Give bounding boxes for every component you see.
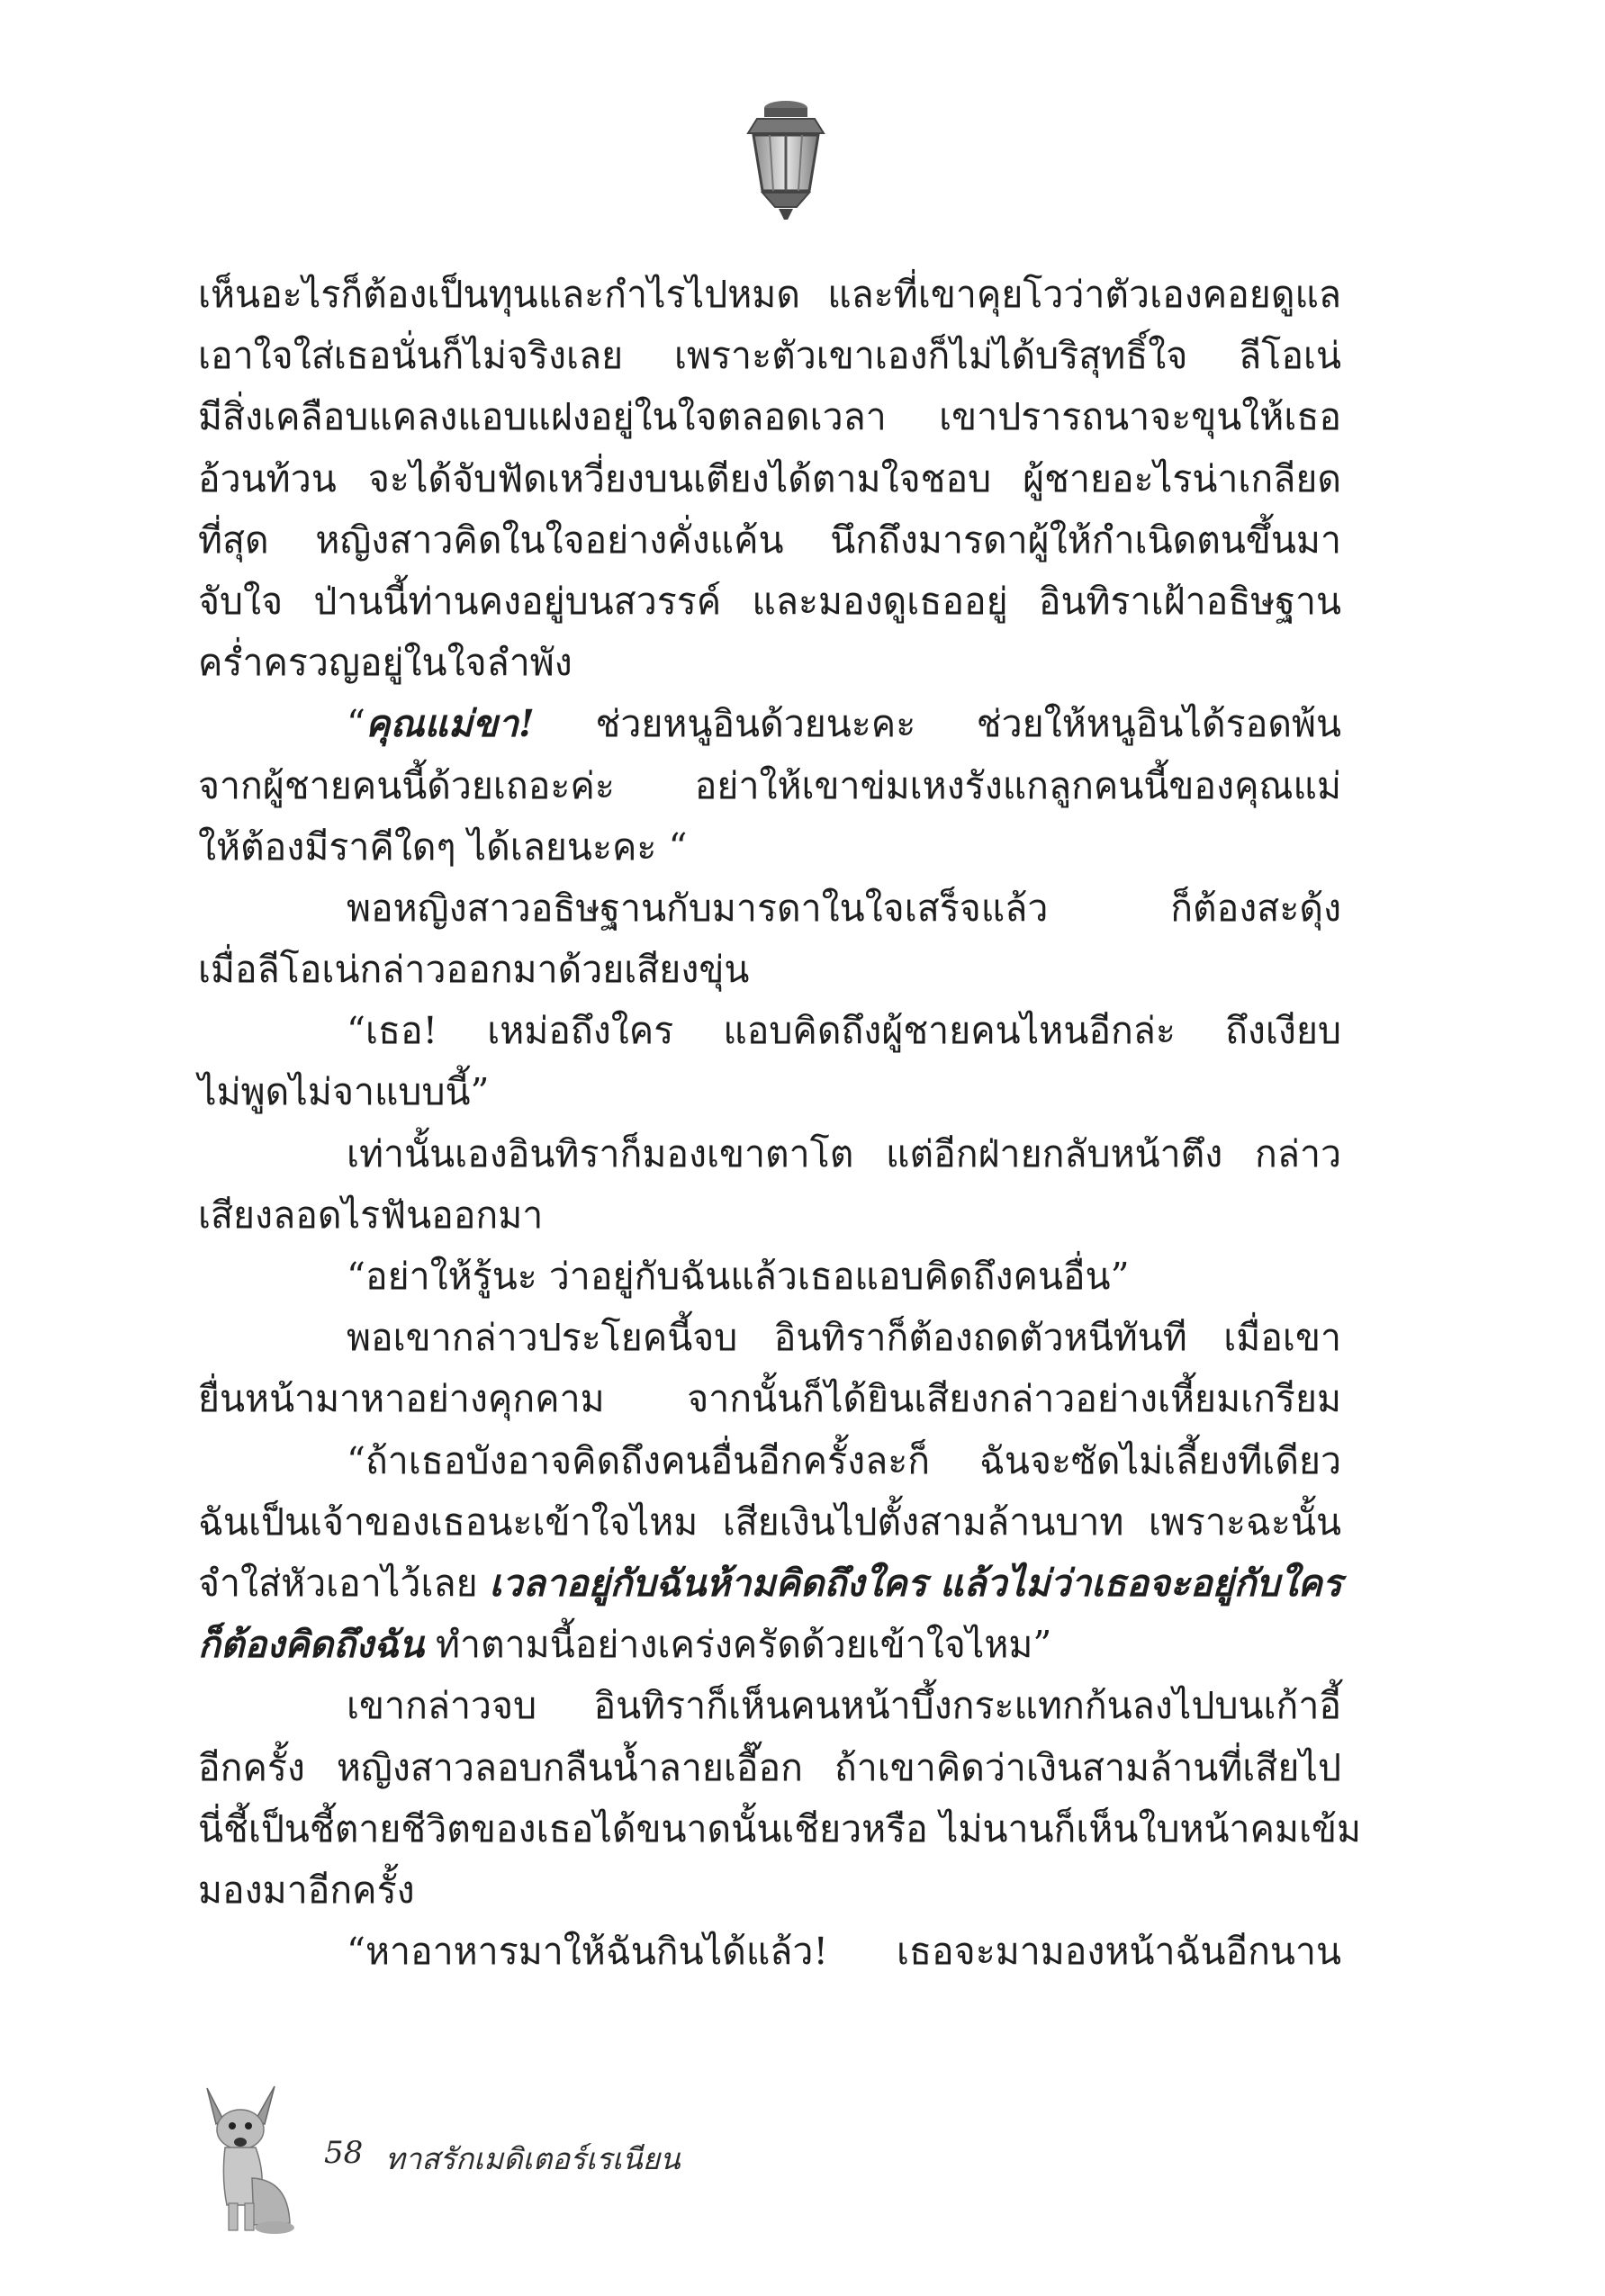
text-line: ไม่พูดไม่จาแบบนี้” [198,1070,490,1114]
chihuahua-icon [189,2070,315,2241]
text-line [198,1553,1341,1614]
page-footer [189,2070,729,2250]
text-line: คร่ำครวญอยู่ในใจลำพัง [198,641,573,685]
text-line: ให้ต้องมีราคีใดๆ ได้เลยนะคะ “ [198,824,688,869]
text-line: พอหญิงสาวอธิษฐานกับมารดาในใจเสร็จแล้ว ก็ต้องสะดุ้ง [347,886,1341,930]
text-line: จากผู้ชายคนนี้ด้วยเถอะค่ะ อย่าให้เขาข่มเหงรังแกลูกคนนี้ของคุณแม่ [198,763,1341,807]
text-run: จำใส่หัวเอาไว้เลย [198,1561,490,1605]
text-line: “อย่าให้รู้นะ ว่าอยู่กับฉันแล้วเธอแอบคิดถึงคนอื่น” [347,1255,1130,1298]
text-run: ทำตามนี้อย่างเคร่งครัดด้วยเข้าใจไหม” [423,1623,1052,1667]
text-line: เห็นอะไรก็ต้องเป็นทุนและกำไรไปหมด และที่เขาคุยโวว่าตัวเองคอยดูแล [198,273,1341,316]
text-line: เสียงลอดไรฟันออกมา [198,1193,544,1237]
text-line: ยื่นหน้ามาหาอย่างคุกคาม จากนั้นก็ได้ยินเสียงกล่าวอย่างเหี้ยมเกรียม [198,1377,1341,1421]
text-line: จับใจ ป่านนี้ท่านคงอยู่บนสวรรค์ และมองดูเธออยู่ อินทิราเฝ้าอธิษฐาน [198,579,1341,623]
text-line: อ้วนท้วน จะได้จับฟัดเหวี่ยงบนเตียงได้ตามใจชอบ ผู้ชายอะไรน่าเกลียด [198,456,1341,500]
text-line: มองมาอีกครั้ง [198,1868,415,1912]
text-line: “ถ้าเธอบังอาจคิดถึงคนอื่นอีกครั้งละก็ ฉันจะซัดไม่เลี้ยงทีเดียว [347,1438,1341,1482]
text-line: เอาใจใส่เธอนั่นก็ไม่จริงเลย เพราะตัวเขาเองก็ไม่ได้บริสุทธิ์ใจ ลีโอเน่ [198,334,1341,378]
text-line: “หาอาหารมาให้ฉันกินได้แล้ว! เธอจะมามองหน้าฉันอีกนาน [347,1930,1341,1974]
text-line: เท่านั้นเองอินทิราก็มองเขาตาโต แต่อีกฝ่ายกลับหน้าตึง กล่าว [347,1131,1341,1175]
text-line: พอเขากล่าวประโยคนี้จบ อินทิราก็ต้องถดตัวหนีทันที เมื่อเขา [347,1316,1341,1360]
text-line: เขากล่าวจบ อินทิราก็เห็นคนหน้าบึ้งกระแทกก้นลงไปบนเก้าอี้ [347,1684,1341,1728]
emphasis: เวลาอยู่กับฉันห้ามคิดถึงใคร แล้วไม่ว่าเธอจะอยู่กับใคร [489,1561,1342,1605]
text-line: ที่สุด หญิงสาวคิดในใจอย่างคั่งแค้น นึกถึงมารดาผู้ให้กำเนิดตนขึ้นมา [198,518,1341,562]
text-line: เมื่อลีโอเน่กล่าวออกมาด้วยเสียงขุ่น [198,948,750,992]
page-number: 58 [324,2135,364,2171]
text-line [198,693,1341,754]
text-line: “เธอ! เหม่อถึงใคร แอบคิดถึงผู้ชายคนไหนอีกล่ะ ถึงเงียบ [347,1009,1341,1053]
book-title: ทาสรักเมดิเตอร์เรเนียน [385,2141,681,2176]
text-line: มีสิ่งเคลือบแคลงแอบแฝงอยู่ในใจตลอดเวลา เขาปรารถนาจะขุนให้เธอ [198,395,1341,439]
lantern-icon [737,97,834,221]
emphasis: คุณแม่ขา! [365,702,535,746]
body-text [198,264,1362,1982]
emphasis: ก็ต้องคิดถึงฉัน [198,1623,424,1667]
text-line: นี่ชี้เป็นชี้ตายชีวิตของเธอได้ขนาดนั้นเชียวหรือ ไม่นานก็เห็นใบหน้าคมเข้ม [198,1806,1362,1850]
text-line: อีกครั้ง หญิงสาวลอบกลืนน้ำลายเอื๊อก ถ้าเขาคิดว่าเงินสามล้านที่เสียไป [198,1745,1341,1789]
text-line [198,1614,1341,1675]
text-run: ช่วยหนูอินด้วยนะคะ ช่วยให้หนูอินได้รอดพ้น [534,702,1341,746]
quote-mark: “ [347,702,365,746]
text-line: ฉันเป็นเจ้าของเธอนะเข้าใจไหม เสียเงินไปตั้งสามล้านบาท เพราะฉะนั้น [198,1499,1341,1544]
